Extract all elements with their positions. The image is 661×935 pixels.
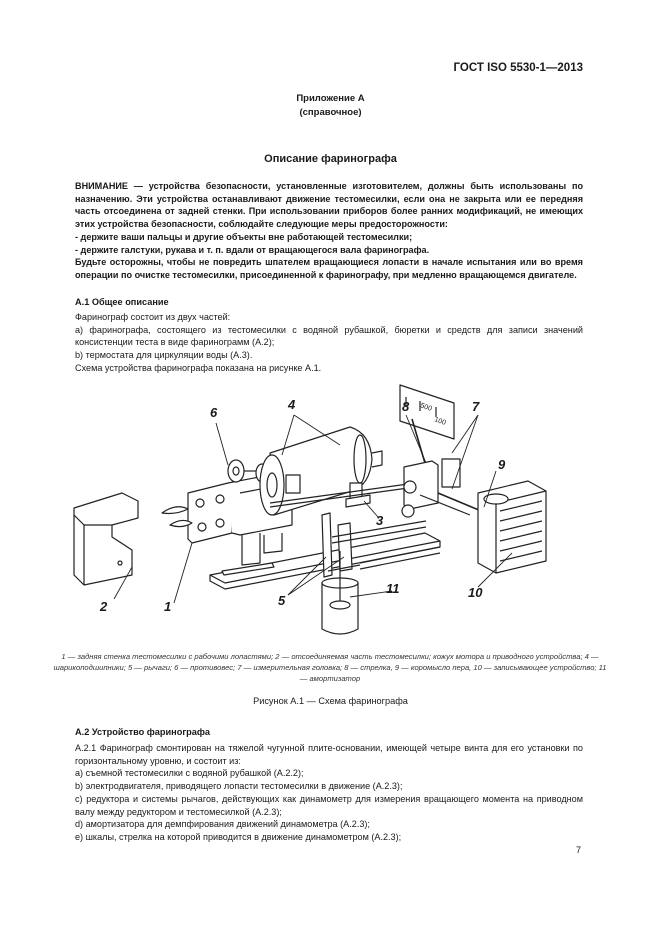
figure-label-6: 6 [210, 405, 218, 420]
farinograph-diagram [60, 375, 560, 645]
annex-title [0, 92, 661, 120]
mixer-rear-wall [188, 483, 232, 543]
scale-value: 100 [433, 416, 447, 427]
a2-item-c: с) редуктора и системы рычагов, действующих как динамометр для измерения вращающего момента на приводном валу между редуктором и тестомесилкой (А.2.3); [75, 793, 583, 817]
a2-paragraph-1: А.2.1 Фаринограф смонтирован на тяжелой чугунной плите-основании, имеющей четыре винта для его установки по горизонтальному уровню, и состоит из: [75, 743, 583, 766]
annex-label: Приложение А [296, 93, 365, 104]
a2-item-e: е) шкалы, стрелка на которой приводится в движение динамометром (А.2.3); [75, 831, 402, 842]
figure-label-8: 8 [402, 399, 410, 414]
figure-label-4: 4 [288, 397, 296, 412]
figure-label-7: 7 [472, 399, 480, 414]
figure-label-11: 11 [386, 581, 400, 596]
warning-text: ВНИМАНИЕ — устройства безопасности, установленные изготовителем, должны быть использованы по назначению. Эти устройства останавливают движение тестомесилки, если она не закрыта или ее передняя часть отсоединена от задней стенки. При использовании приборов более ранних модификаций, не имеющих этих устройства безопасности, соблюдайте следующие меры предосторожности: [75, 181, 583, 230]
figure-label-5: 5 [278, 593, 286, 608]
figure-label-1: 1 [164, 599, 172, 614]
figure-legend: 1 — задняя стенка тестомесилки с рабочими лопастями; 2 — отсоединяемая часть тестомесилки; кожух мотора и приводного устройства; 4 — шарикоподшипники; 5 — рычаги; 6 — противовес; 7 — измерительная головка; 8 — стрелка, 9 — коромысло пера, 10 — записывающее устройство; 11 — амортизатор [53, 652, 607, 683]
a1-paragraph-2: а) фаринографа, состоящего из тестомесилки с водяной рубашкой, бюретки и средств для записи значений консистенции теста в виде фаринограмм (А.2); [75, 324, 583, 348]
figure-label-9: 9 [498, 457, 506, 472]
section-a2-body [75, 742, 583, 844]
a2-item-d: d) амортизатора для демпфирования движений динамометра (А.2.3); [75, 819, 370, 830]
a2-item-a: а) съемной тестомесилки с водяной рубашкой (А.2.2); [75, 768, 304, 779]
counterweight [228, 460, 244, 482]
warning-item-1: - держите ваши пальцы и другие объекты вне работающей тестомесилки; [75, 231, 413, 242]
a1-paragraph-4: Схема устройства фаринографа показана на рисунке А.1. [75, 362, 322, 373]
figure-label-3: 3 [376, 513, 384, 528]
annex-subtitle: (справочное) [299, 107, 362, 118]
scale-value: 500 [419, 402, 433, 413]
section-a1-heading: А.1 Общее описание [75, 297, 169, 307]
a1-paragraph-3: b) термостата для циркуляции воды (А.3). [75, 350, 253, 361]
a2-item-b: b) электродвигателя, приводящего лопасти тестомесилки в движение (А.2.3); [75, 781, 403, 792]
figure-label-10: 10 [468, 585, 483, 600]
section-a1-body [75, 311, 583, 375]
warning-item-2: - держите галстуки, рукава и т. п. вдали от вращающегося вала фаринографа. [75, 244, 430, 255]
lever [322, 513, 332, 577]
standard-number: ГОСТ ISO 5530-1—2013 [453, 62, 583, 74]
section-title: Описание фаринографа [264, 153, 397, 165]
section-a2-heading: А.2 Устройство фаринографа [75, 727, 211, 737]
caution-text: Будьте осторожны, чтобы не повредить шпателем вращающиеся лопасти в начале испытания или во время операции по очистке тестомесилки, присоединенной к фаринографу, при медленно вращающемся двигателе. [75, 257, 583, 280]
figure-label-2: 2 [100, 599, 108, 614]
figure-caption: Рисунок А.1 — Схема фаринографа [253, 696, 408, 706]
page-number: 7 [575, 845, 581, 855]
ball-bearing [286, 475, 300, 493]
warning-block [75, 180, 583, 282]
a1-paragraph-1: Фаринограф состоит из двух частей: [75, 312, 231, 322]
